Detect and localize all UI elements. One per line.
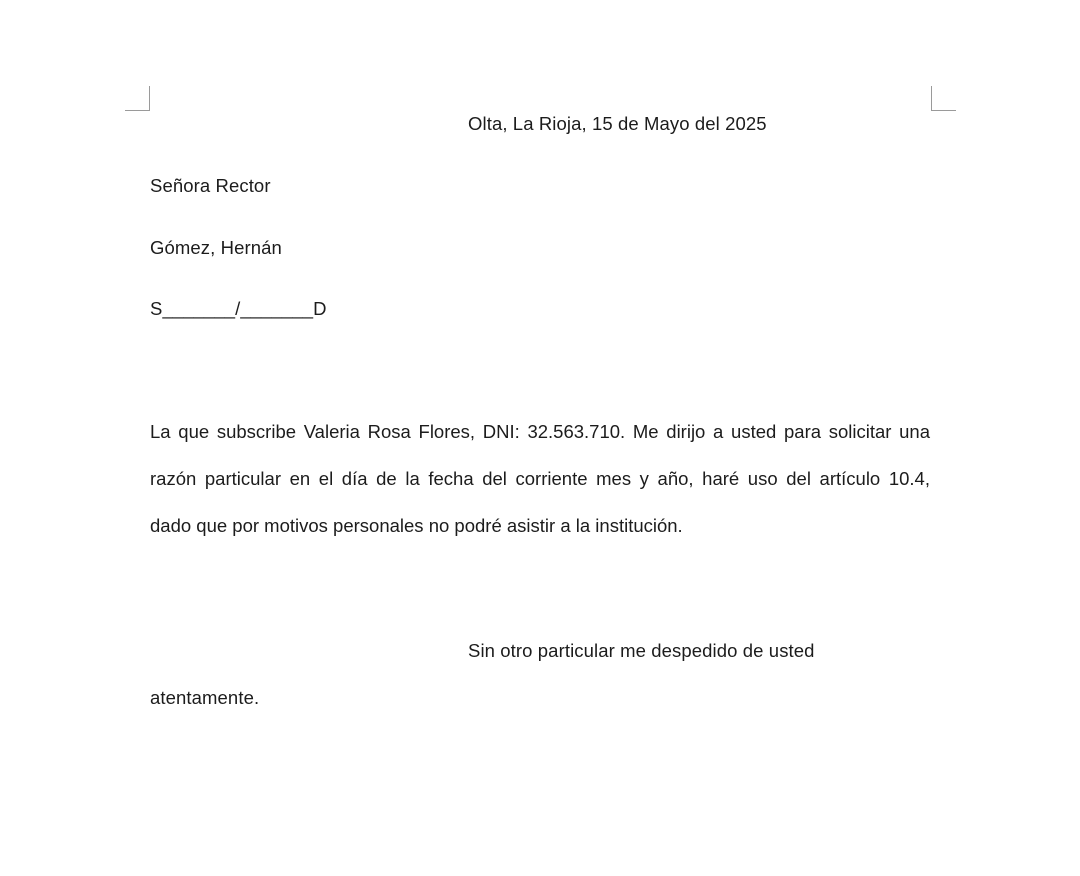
top-left-margin-mark [125, 86, 150, 111]
addressee-name: Gómez, Hernán [150, 237, 282, 258]
body-paragraph [150, 420, 930, 561]
top-right-margin-mark [931, 86, 956, 111]
body-line: La que subscribe Valeria Rosa Flores, DNI: 32.563.710. Me dirijo a usted para solicitar una [150, 421, 930, 442]
body-line: dado que por motivos personales no podré asistir a la institución. [150, 515, 683, 536]
signoff-line: atentamente. [150, 687, 260, 708]
date-line: Olta, La Rioja, 15 de Mayo del 2025 [468, 113, 767, 134]
body-line: razón particular en el día de la fecha del corriente mes y año, haré uso del artículo 10.4, [150, 468, 930, 489]
addressee-title: Señora Rector [150, 175, 271, 196]
closing-line: Sin otro particular me despedido de usted [468, 640, 815, 661]
sd-line: S_______/_______D [150, 298, 327, 319]
